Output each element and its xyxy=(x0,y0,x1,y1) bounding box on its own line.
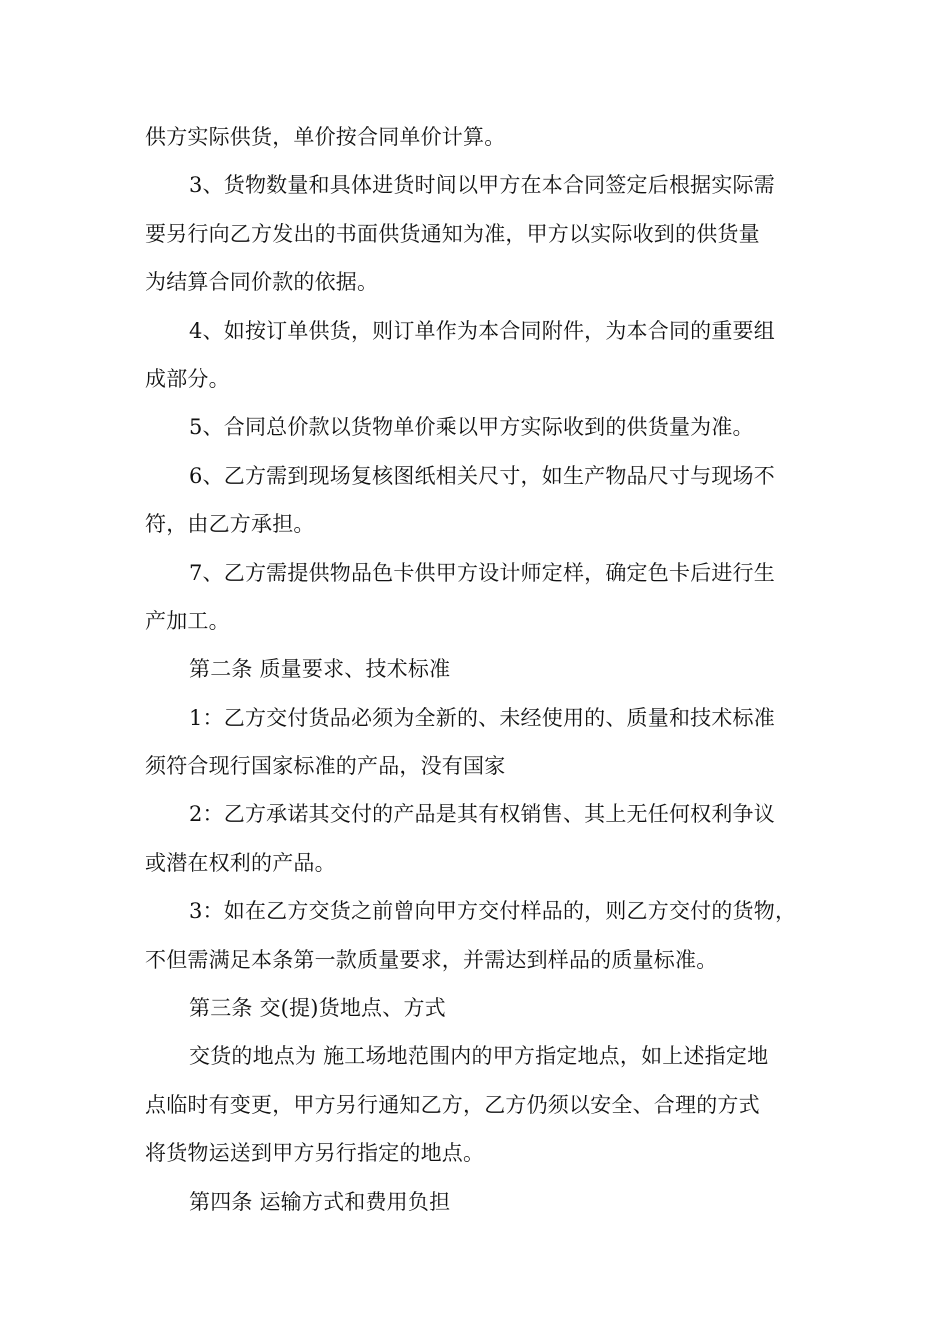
paragraph-line: 须符合现行国家标准的产品，没有国家 xyxy=(145,754,506,779)
paragraph-line: 为结算合同价款的依据。 xyxy=(145,270,379,295)
paragraph-line: 2：乙方承诺其交付的产品是其有权销售、其上无任何权利争议 xyxy=(189,802,775,827)
paragraph-line: 点临时有变更，甲方另行通知乙方，乙方仍须以安全、合理的方式 xyxy=(145,1092,760,1117)
paragraph-line: 5、合同总价款以货物单价乘以甲方实际收到的供货量为准。 xyxy=(189,415,754,440)
paragraph-line: 符，由乙方承担。 xyxy=(145,512,315,537)
paragraph-line: 3：如在乙方交货之前曾向甲方交付样品的，则乙方交付的货物， xyxy=(189,899,797,924)
paragraph-line: 6、乙方需到现场复核图纸相关尺寸，如生产物品尺寸与现场不 xyxy=(189,463,775,488)
paragraph-line: 供方实际供货，单价按合同单价计算。 xyxy=(145,125,506,149)
paragraph-line: 交货的地点为 施工场地范围内的甲方指定地点，如上述指定地 xyxy=(189,1044,769,1069)
section-heading: 第二条 质量要求、技术标准 xyxy=(189,657,451,682)
paragraph-line: 或潜在权利的产品。 xyxy=(145,850,336,875)
paragraph-line: 产加工。 xyxy=(145,608,230,633)
paragraph-line: 4、如按订单供货，则订单作为本合同附件，为本合同的重要组 xyxy=(189,318,775,343)
document-page xyxy=(145,113,810,1226)
paragraph-line: 不但需满足本条第一款质量要求，并需达到样品的质量标准。 xyxy=(145,947,718,972)
paragraph-line: 成部分。 xyxy=(145,366,230,391)
paragraph-line: 7、乙方需提供物品色卡供甲方设计师定样，确定色卡后进行生 xyxy=(189,560,775,585)
paragraph-line: 将货物运送到甲方另行指定的地点。 xyxy=(145,1141,485,1166)
paragraph-line: 3、货物数量和具体进货时间以甲方在本合同签定后根据实际需 xyxy=(189,173,775,198)
section-heading: 第三条 交(提)货地点、方式 xyxy=(189,996,446,1021)
section-heading: 第四条 运输方式和费用负担 xyxy=(189,1189,451,1214)
paragraph-line: 1：乙方交付货品必须为全新的、未经使用的、质量和技术标准 xyxy=(189,705,775,730)
paragraph-line: 要另行向乙方发出的书面供货通知为准，甲方以实际收到的供货量 xyxy=(145,221,760,246)
